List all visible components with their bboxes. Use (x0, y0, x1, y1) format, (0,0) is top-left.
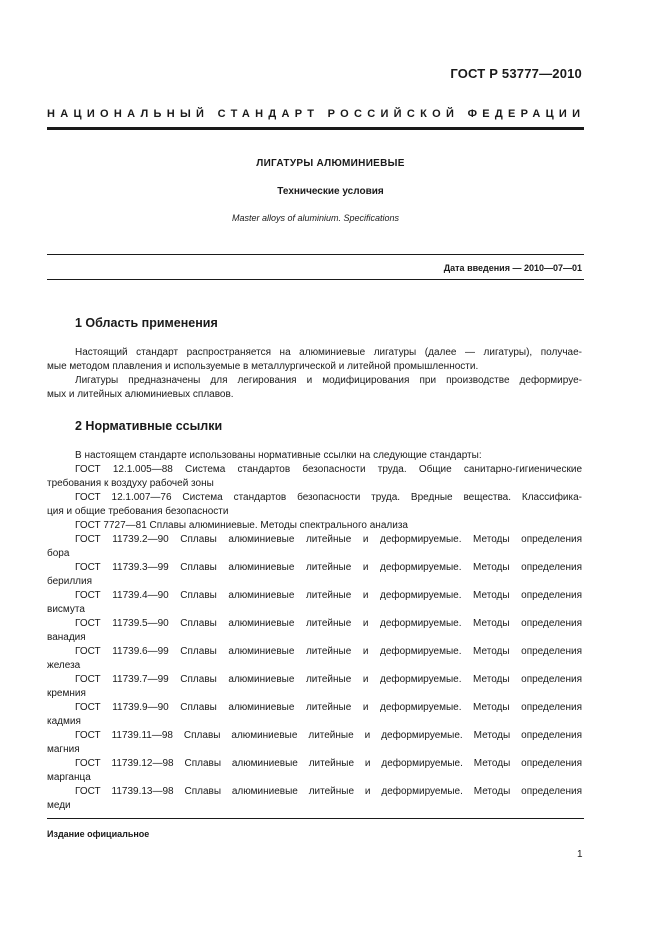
document-subtitle: Технические условия (277, 186, 384, 197)
section-2-line: ГОСТ 12.1.007—76 Система стандартов безопасности труда. Вредные вещества. Классифика- (75, 492, 582, 503)
section-2-line: ГОСТ 11739.7—99 Сплавы алюминиевые литейные и деформируемые. Методы определения (75, 674, 582, 685)
section-2-line: ГОСТ 11739.4—90 Сплавы алюминиевые литейные и деформируемые. Методы определения (75, 590, 582, 601)
introduction-date: Дата введения — 2010—07—01 (443, 263, 582, 273)
document-number: ГОСТ Р 53777—2010 (450, 66, 582, 81)
section-2-line: ванадия (47, 632, 86, 643)
section-1-heading: 1 Область применения (75, 316, 218, 330)
header-rule (47, 127, 584, 130)
section-2-line: бора (47, 548, 70, 559)
footer-divider (47, 818, 584, 819)
section-2-line: ГОСТ 12.1.005—88 Система стандартов безопасности труда. Общие санитарно-гигиенические (75, 464, 582, 475)
section-1-line: Настоящий стандарт распространяется на алюминиевые лигатуры (далее — лигатуры), получае- (75, 347, 582, 358)
section-2-line: ГОСТ 11739.3—99 Сплавы алюминиевые литейные и деформируемые. Методы определения (75, 562, 582, 573)
section-2-line: требования к воздуху рабочей зоны (47, 478, 214, 489)
national-standard-banner: НАЦИОНАЛЬНЫЙ СТАНДАРТ РОССИЙСКОЙ ФЕДЕРАЦИИ (47, 108, 586, 120)
section-2-line: ГОСТ 11739.13—98 Сплавы алюминиевые литейные и деформируемые. Методы определения (75, 786, 582, 797)
section-2-line: ГОСТ 11739.11—98 Сплавы алюминиевые литейные и деформируемые. Методы определения (75, 730, 582, 741)
section-2-line: ГОСТ 11739.9—90 Сплавы алюминиевые литейные и деформируемые. Методы определения (75, 702, 582, 713)
section-2-line: кадмия (47, 716, 81, 727)
section-2-line: ГОСТ 11739.12—98 Сплавы алюминиевые литейные и деформируемые. Методы определения (75, 758, 582, 769)
section-2-line: ция и общие требования безопасности (47, 506, 229, 517)
section-2-line: бериллия (47, 576, 92, 587)
section-2-line: марганца (47, 772, 91, 783)
section-2-line: ГОСТ 7727—81 Сплавы алюминиевые. Методы спектрального анализа (75, 520, 408, 531)
section-2-line: ГОСТ 11739.6—99 Сплавы алюминиевые литейные и деформируемые. Методы определения (75, 646, 582, 657)
section-2-line: кремния (47, 688, 86, 699)
section-2-heading: 2 Нормативные ссылки (75, 419, 223, 433)
document-title-english: Master alloys of aluminium. Specifications (231, 213, 400, 223)
section-2-line: висмута (47, 604, 85, 615)
section-1-line: мые методом плавления и используемые в металлургической и литейной промышленности. (47, 361, 479, 372)
section-2-line: ГОСТ 11739.2—90 Сплавы алюминиевые литейные и деформируемые. Методы определения (75, 534, 582, 545)
date-divider (47, 279, 584, 280)
edition-label: Издание официальное (47, 829, 150, 839)
section-2-line: меди (47, 800, 71, 811)
page-number: 1 (577, 849, 583, 860)
title-divider (47, 254, 584, 255)
section-2-line: В настоящем стандарте использованы нормативные ссылки на следующие стандарты: (75, 450, 482, 461)
section-2-line: магния (47, 744, 80, 755)
section-1-line: мых и литейных алюминиевых сплавов. (47, 389, 234, 400)
document-title: ЛИГАТУРЫ АЛЮМИНИЕВЫЕ (256, 158, 405, 169)
section-2-line: железа (47, 660, 81, 671)
section-1-line: Лигатуры предназначены для легирования и модифицирования при производстве деформируе- (75, 375, 582, 386)
section-2-line: ГОСТ 11739.5—90 Сплавы алюминиевые литейные и деформируемые. Методы определения (75, 618, 582, 629)
